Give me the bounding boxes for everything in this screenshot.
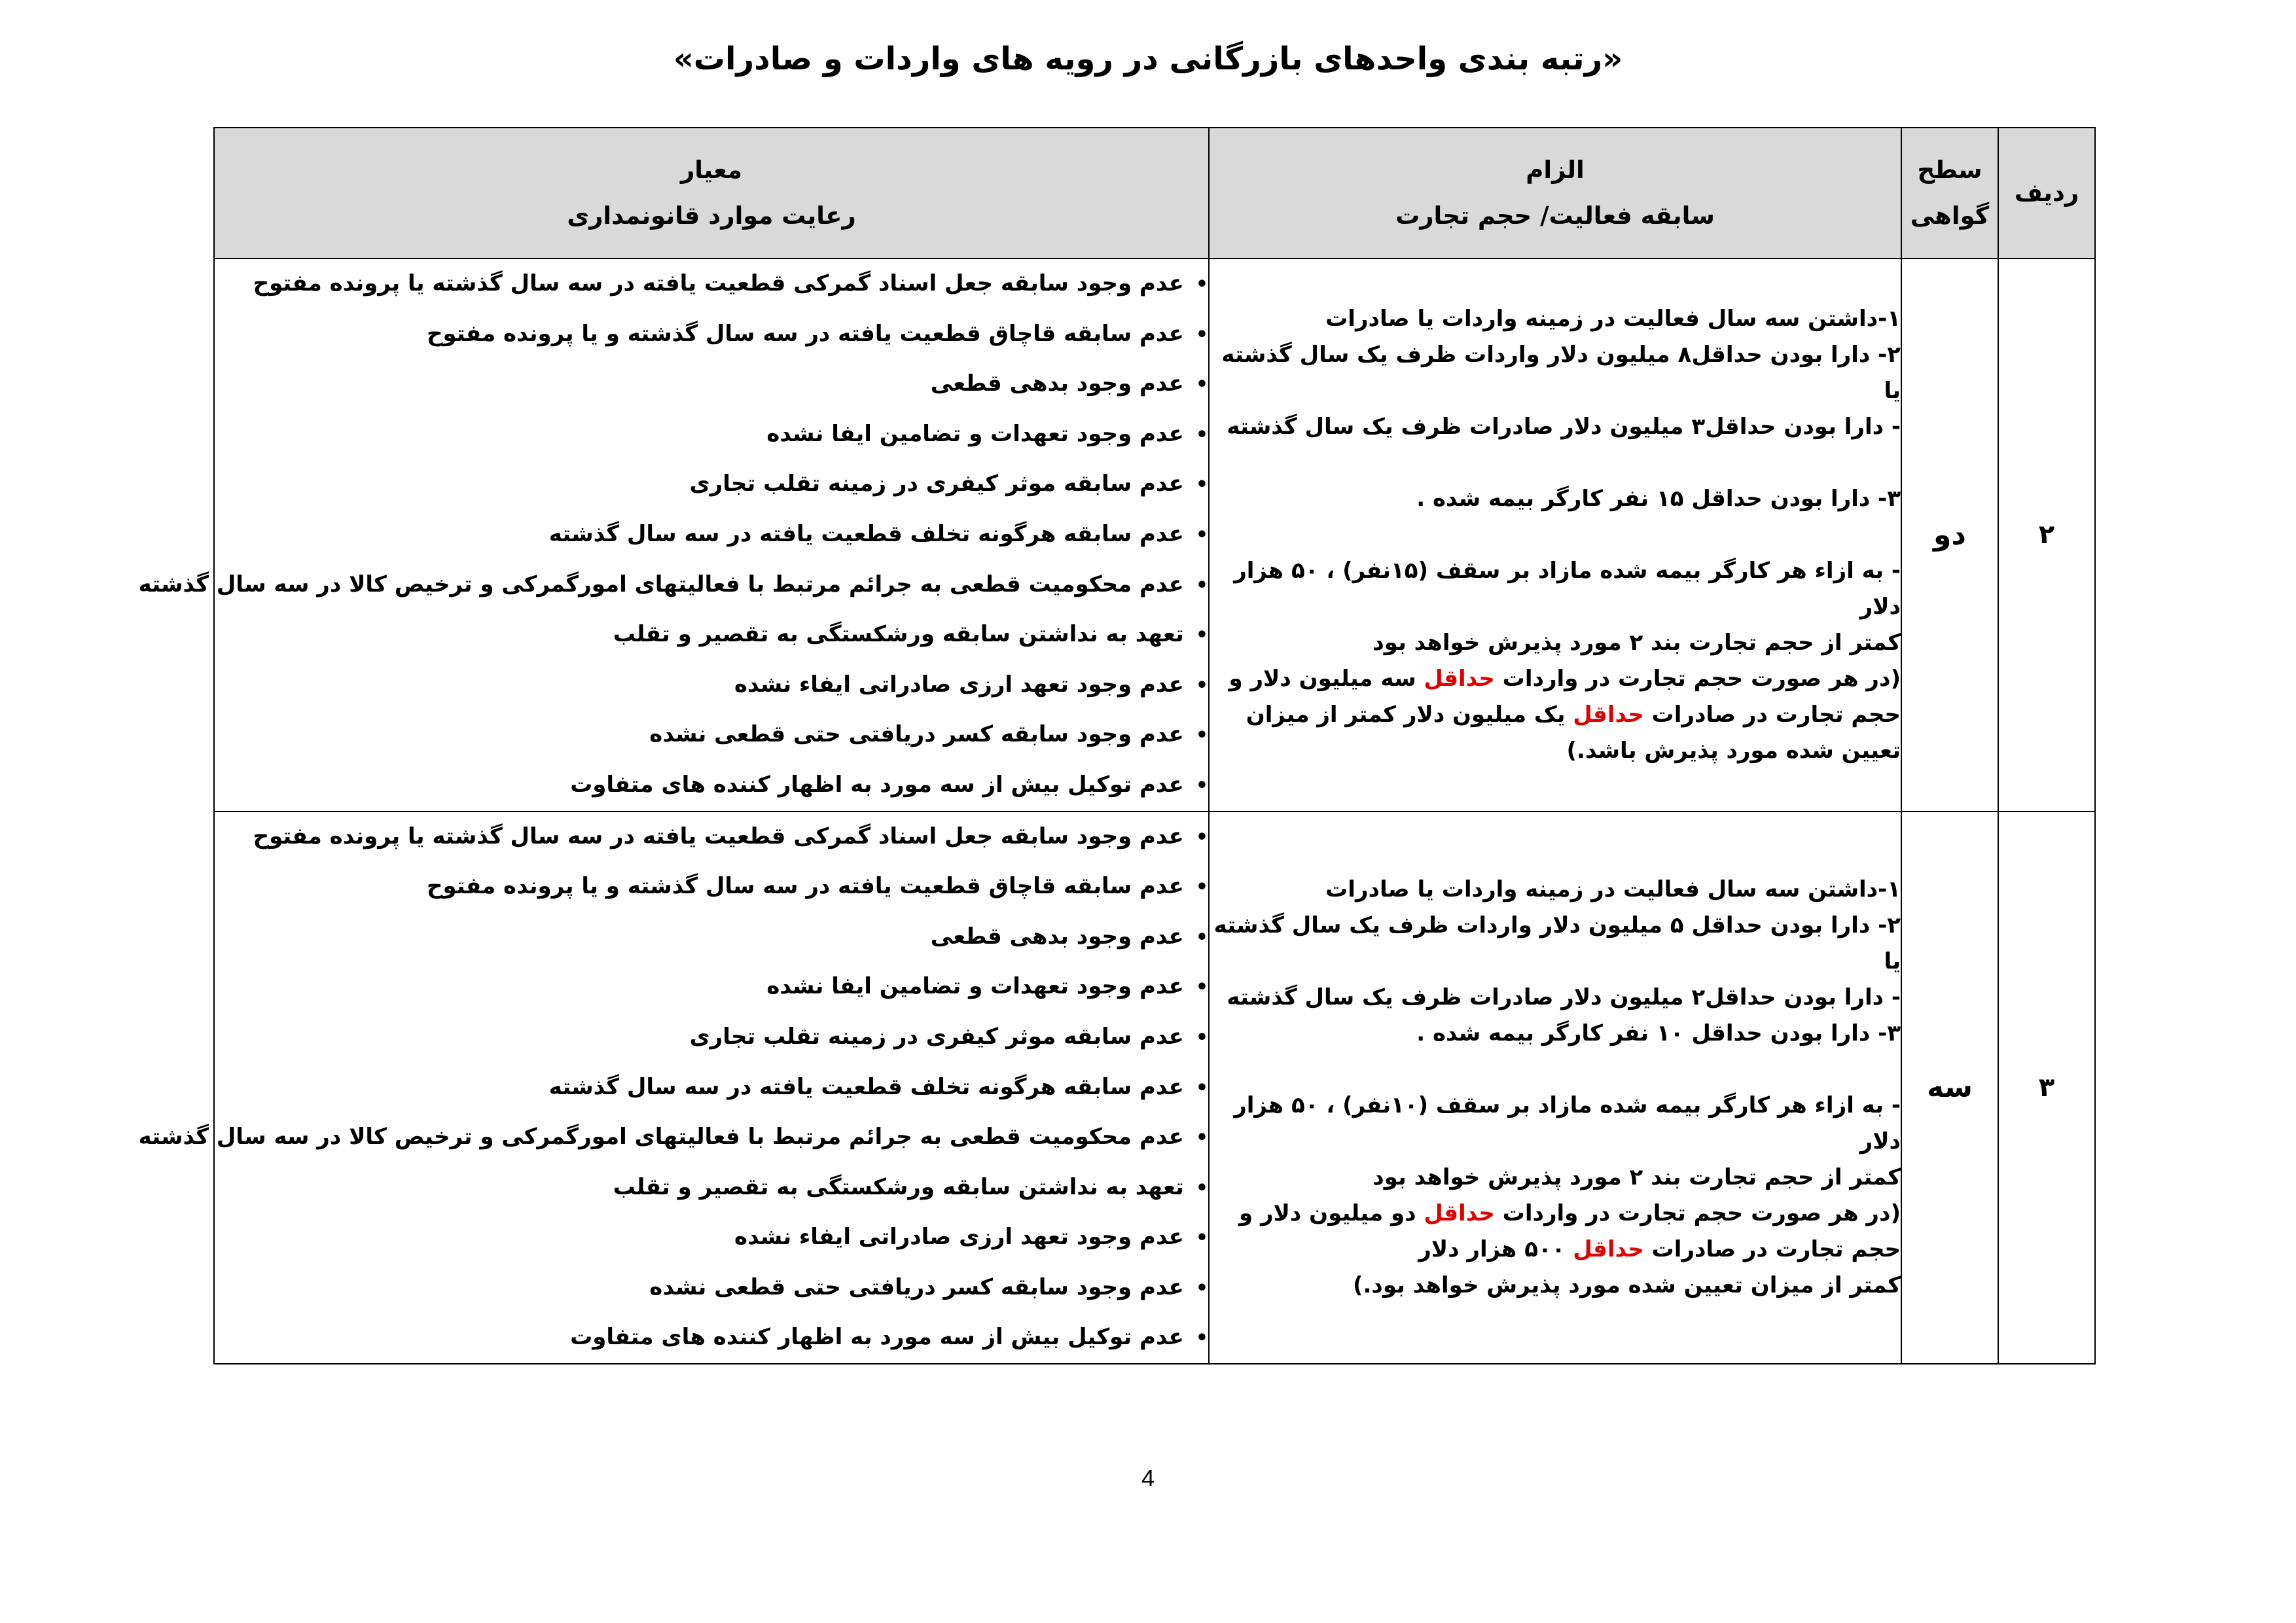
req-line: - به ازاء هر کارگر بیمه شده مازاد بر سقف (۱۰نفر) ، ۵۰ هزار دلار (1234, 1092, 1901, 1154)
page-number: 4 (1141, 1465, 1155, 1491)
criteria-item (215, 510, 1208, 560)
req-line: ۳- دارا بودن حداقل ۱۵ نفر کارگر بیمه شده . (1416, 485, 1901, 512)
criteria-text: عدم وجود بدهی قطعی (930, 923, 1184, 950)
row-criteria (138, 812, 1209, 1364)
criteria-text: عدم سابقه قاچاق قطعیت یافته در سه سال گذشته و یا پرونده مفتوح (426, 873, 1184, 900)
criteria-text: عدم محکومیت قطعی به جرائم مرتبط با فعالیتهای امورگمرکی و ترخیص کالا در سه سال گذشته (138, 571, 1184, 597)
criteria-item (215, 259, 1208, 310)
bullet-icon: • (1195, 573, 1208, 597)
criteria-text: عدم سابقه هرگونه تخلف قطعیت یافته در سه سال گذشته (548, 1073, 1184, 1100)
header-criteria-line2: رعایت موارد قانونمداری (567, 202, 856, 230)
criteria-item (215, 1213, 1208, 1263)
header-level (1901, 128, 1998, 259)
criteria-item (215, 459, 1208, 510)
table-row (214, 812, 2095, 1364)
header-criteria-line1: معیار (680, 156, 743, 184)
req-line: تعیین شده مورد پذیرش باشد.) (1566, 737, 1901, 764)
bullet-icon: • (1195, 1076, 1208, 1099)
req-line: - دارا بودن حداقل۳ میلیون دلار صادرات ظرف یک سال گذشته (1227, 413, 1901, 440)
req-line (1210, 1232, 1901, 1268)
criteria-item (215, 1313, 1208, 1363)
criteria-text: عدم سابقه موثر کیفری در زمینه تقلب تجاری (689, 471, 1184, 497)
page-title: «رتبه بندی واحدهای بازرگانی در رویه های واردات و صادرات» (673, 41, 1623, 77)
bullet-icon: • (1195, 1276, 1208, 1300)
req-line: ۲- دارا بودن حداقل۸ میلیون دلار واردات ظرف یک سال گذشته (1221, 341, 1901, 368)
req-line (1210, 697, 1901, 733)
criteria-text: عدم وجود سابقه کسر دریافتی حتی قطعی نشده (649, 1274, 1184, 1300)
req-text: حجم تجارت در صادرات (1643, 701, 1901, 728)
criteria-text: تعهد به نداشتن سابقه ورشکستگی به تقصیر و تقلب (613, 621, 1184, 648)
criteria-text: عدم سابقه هرگونه تخلف قطعیت یافته در سه سال گذشته (548, 520, 1184, 547)
bullet-icon: • (1195, 523, 1208, 546)
bullet-icon: • (1195, 774, 1208, 797)
criteria-item (215, 1263, 1208, 1313)
criteria-item (215, 359, 1208, 410)
criteria-item (215, 760, 1208, 811)
bullet-icon: • (1195, 1327, 1208, 1350)
criteria-text: عدم توکیل بیش از سه مورد به اظهار کننده های متفاوت (570, 1324, 1184, 1351)
bullet-icon: • (1195, 423, 1208, 446)
criteria-text: عدم وجود تعهد ارزی صادراتی ایفاء نشده (734, 671, 1184, 698)
req-highlight: حداقل (1424, 665, 1495, 692)
header-radif (1998, 128, 2095, 259)
table-header-row (214, 128, 2095, 259)
criteria-item (215, 310, 1208, 360)
criteria-item (138, 560, 1208, 611)
req-line (1210, 1196, 1901, 1232)
criteria-text: عدم محکومیت قطعی به جرائم مرتبط با فعالیتهای امورگمرکی و ترخیص کالا در سه سال گذشته (138, 1124, 1184, 1150)
req-highlight: حداقل (1573, 701, 1644, 728)
bullet-icon: • (1195, 1176, 1208, 1200)
bullet-icon: • (1195, 323, 1208, 346)
criteria-item (138, 1113, 1208, 1163)
header-criteria (214, 128, 1209, 259)
header-requirement (1209, 128, 1901, 259)
bullet-icon: • (1195, 876, 1208, 899)
criteria-text: عدم وجود تعهدات و تضامین ایفا نشده (766, 973, 1184, 1000)
req-text: دو میلیون دلار و (1238, 1200, 1424, 1226)
req-line: کمتر از میزان تعیین شده مورد پذیرش خواهد بود.) (1352, 1272, 1901, 1298)
bullet-icon: • (1195, 624, 1208, 647)
criteria-item (215, 1063, 1208, 1113)
criteria-item (215, 862, 1208, 912)
criteria-text: عدم سابقه موثر کیفری در زمینه تقلب تجاری (689, 1023, 1184, 1050)
criteria-item (215, 410, 1208, 460)
bullet-icon: • (1195, 473, 1208, 497)
bullet-icon: • (1195, 724, 1208, 747)
req-line: یا (1884, 948, 1901, 974)
header-level-line2: گواهی (1910, 202, 1990, 230)
req-text: (در هر صورت حجم تجارت در واردات (1494, 1200, 1901, 1226)
req-line: ۲- دارا بودن حداقل ۵ میلیون دلار واردات ظرف یک سال گذشته (1213, 912, 1901, 938)
criteria-item (215, 812, 1208, 863)
row-criteria (138, 259, 1209, 812)
criteria-list (138, 259, 1208, 811)
table-row (214, 259, 2095, 812)
bullet-icon: • (1195, 673, 1208, 697)
row-radif: ۳ (1998, 812, 2095, 1364)
row-level: دو (1901, 259, 1998, 812)
bullet-icon: • (1195, 825, 1208, 849)
ranking-table (138, 127, 2096, 1364)
row-requirement (1209, 259, 1901, 812)
criteria-text: عدم وجود تعهدات و تضامین ایفا نشده (766, 420, 1184, 447)
req-text: ۵۰۰ هزار دلار (1418, 1236, 1573, 1262)
criteria-item (215, 610, 1208, 660)
req-text: یک میلیون دلار کمتر از میزان (1246, 701, 1573, 728)
bullet-icon: • (1195, 976, 1208, 999)
criteria-text: عدم توکیل بیش از سه مورد به اظهار کننده های متفاوت (570, 771, 1184, 798)
req-line: ۱-داشتن سه سال فعالیت در زمینه واردات یا صادرات (1325, 305, 1901, 332)
row-requirement (1209, 812, 1901, 1364)
bullet-icon: • (1195, 1026, 1208, 1049)
req-line: ۳- دارا بودن حداقل ۱۰ نفر کارگر بیمه شده . (1416, 1020, 1901, 1046)
criteria-text: عدم وجود سابقه جعل اسناد گمرکی قطعیت یافته در سه سال گذشته یا پرونده مفتوح (253, 270, 1184, 296)
row-level: سه (1901, 812, 1998, 1364)
criteria-item (215, 912, 1208, 963)
req-line: - به ازاء هر کارگر بیمه شده مازاد بر سقف (۱۵نفر) ، ۵۰ هزار دلار (1234, 557, 1901, 620)
criteria-item (215, 710, 1208, 760)
criteria-list (138, 812, 1208, 1364)
req-line: کمتر از حجم تجارت بند ۲ مورد پذیرش خواهد بود (1372, 1164, 1901, 1190)
bullet-icon: • (1195, 273, 1208, 296)
criteria-text: عدم وجود سابقه جعل اسناد گمرکی قطعیت یافته در سه سال گذشته یا پرونده مفتوح (253, 823, 1184, 849)
header-requirement-line2: سابقه فعالیت/ حجم تجارت (1395, 202, 1715, 230)
criteria-item (215, 962, 1208, 1012)
criteria-text: عدم وجود سابقه کسر دریافتی حتی قطعی نشده (649, 721, 1184, 748)
req-line: کمتر از حجم تجارت بند ۲ مورد پذیرش خواهد بود (1372, 629, 1901, 656)
criteria-text: عدم سابقه قاچاق قطعیت یافته در سه سال گذشته و یا پرونده مفتوح (426, 320, 1184, 347)
req-line (1210, 661, 1901, 697)
header-radif-label: ردیف (2014, 179, 2079, 207)
criteria-text: تعهد به نداشتن سابقه ورشکستگی به تقصیر و تقلب (613, 1173, 1184, 1200)
header-requirement-line1: الزام (1526, 156, 1585, 184)
criteria-item (215, 1012, 1208, 1063)
criteria-text: عدم وجود تعهد ارزی صادراتی ایفاء نشده (734, 1224, 1184, 1251)
req-highlight: حداقل (1424, 1200, 1495, 1226)
criteria-item (215, 1163, 1208, 1213)
req-text: (در هر صورت حجم تجارت در واردات (1494, 665, 1901, 692)
bullet-icon: • (1195, 925, 1208, 949)
req-line: یا (1884, 377, 1901, 404)
bullet-icon: • (1195, 1126, 1208, 1150)
criteria-text: عدم وجود بدهی قطعی (930, 370, 1184, 397)
req-text: سه میلیون دلار و (1229, 665, 1424, 692)
row-radif: ۲ (1998, 259, 2095, 812)
bullet-icon: • (1195, 1226, 1208, 1250)
req-highlight: حداقل (1573, 1236, 1644, 1262)
req-line: - دارا بودن حداقل۲ میلیون دلار صادرات ظرف یک سال گذشته (1227, 984, 1901, 1010)
criteria-item (215, 660, 1208, 711)
req-line: ۱-داشتن سه سال فعالیت در زمینه واردات یا صادرات (1325, 876, 1901, 902)
header-level-line1: سطح (1917, 156, 1982, 184)
req-text: حجم تجارت در صادرات (1643, 1236, 1901, 1262)
bullet-icon: • (1195, 373, 1208, 397)
